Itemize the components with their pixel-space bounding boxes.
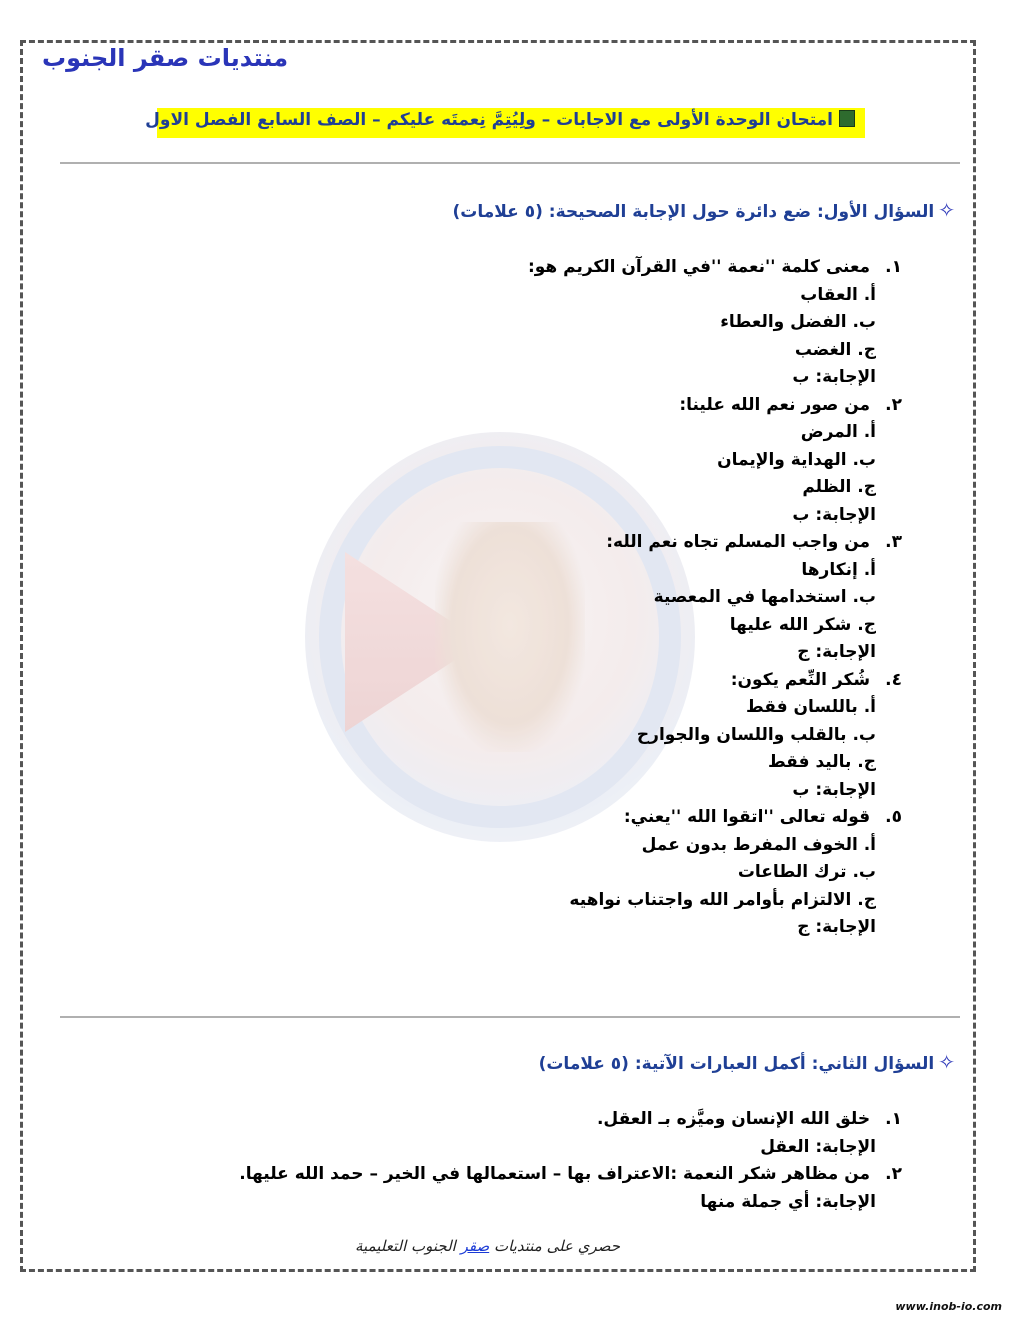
option: ج. الالتزام بأوامر الله واجتناب نواهيه [569, 889, 876, 910]
answer: الإجابة: ج [797, 917, 876, 937]
option: أ. العقاب [800, 284, 876, 305]
answer: الإجابة: ب [792, 367, 876, 387]
question-text: خلق الله الإنسان وميَّزه بـ العقل. [596, 1109, 871, 1129]
question-text: معنى كلمة ''نعمة ''في القرآن الكريم هو: [527, 257, 871, 277]
question-number: ٣. [885, 532, 902, 552]
answer: الإجابة: العقل [760, 1136, 876, 1157]
exam-title: امتحان الوحدة الأولى مع الاجابات – ولِيُتِمَّ نِعمتَه عليكم – الصف السابع الفصل الاول [145, 110, 833, 130]
site-url: www.inob-io.com [895, 1300, 1002, 1313]
section2-heading-text: السؤال الثاني: أكمل العبارات الآتية: (٥ علامات) [538, 1054, 935, 1074]
divider [60, 1016, 960, 1018]
option: ب. الهداية والإيمان [717, 449, 876, 470]
question-text: من مظاهر شكر النعمة :الاعتراف بها – استعمالها في الخير – حمد الله عليها. [239, 1164, 871, 1184]
question-number: ٥. [885, 807, 902, 827]
question-text: شُكر النِّعم يكون: [730, 669, 871, 690]
question [142, 1161, 902, 1189]
option: ب. استخدامها في المعصية [653, 587, 876, 607]
footer-text: الجنوب التعليمية [355, 1237, 461, 1255]
question [142, 667, 902, 695]
exam-title-banner [145, 108, 865, 138]
footer-link[interactable]: صقر [460, 1237, 490, 1255]
section1-questions [142, 254, 902, 942]
option: ب. ترك الطاعات [737, 862, 876, 882]
option: أ. الخوف المفرط بدون عمل [641, 834, 876, 855]
question-number: ٤. [885, 669, 902, 690]
option: ج. الغضب [794, 339, 876, 360]
section1-heading [453, 198, 955, 222]
option: أ. إنكارها [801, 559, 876, 580]
answer: الإجابة: ج [797, 642, 876, 662]
question-number: ١. [885, 1109, 902, 1129]
sparkle-icon: ✧ [938, 198, 955, 222]
section1-heading-text: السؤال الأول: ضع دائرة حول الإجابة الصحيحة: (٥ علامات) [452, 202, 935, 222]
option: ب. بالقلب واللسان والجوارح [636, 724, 876, 745]
option: أ. المرض [800, 422, 876, 442]
question [142, 804, 902, 832]
section2-items [142, 1106, 902, 1216]
question-text: من صور نعم الله علينا: [679, 394, 871, 415]
sparkle-icon: ✧ [938, 1050, 955, 1074]
question-text: قوله تعالى ''اتقوا الله ''يعني: [623, 807, 871, 827]
square-icon [839, 110, 855, 127]
question-number: ٢. [885, 394, 902, 415]
answer: الإجابة: أي جملة منها [700, 1191, 876, 1212]
footer-text: حصري على منتديات [489, 1237, 621, 1255]
option: ج. الظلم [802, 477, 876, 497]
footer-note [355, 1237, 620, 1255]
site-title: منتديات صقر الجنوب [42, 44, 289, 72]
option: ج. باليد فقط [767, 752, 876, 772]
answer: الإجابة: ب [792, 504, 876, 525]
question [142, 392, 902, 420]
question [142, 529, 902, 557]
question [142, 1106, 902, 1134]
option: ج. شكر الله عليها [729, 614, 876, 635]
question-number: ١. [885, 257, 902, 277]
option: ب. الفضل والعطاء [720, 312, 876, 332]
question [142, 254, 902, 282]
section2-heading [539, 1050, 955, 1074]
divider [60, 162, 960, 164]
option: أ. باللسان فقط [746, 697, 876, 717]
question-number: ٢. [885, 1164, 902, 1184]
question-text: من واجب المسلم تجاه نعم الله: [606, 532, 871, 552]
answer: الإجابة: ب [792, 779, 876, 800]
